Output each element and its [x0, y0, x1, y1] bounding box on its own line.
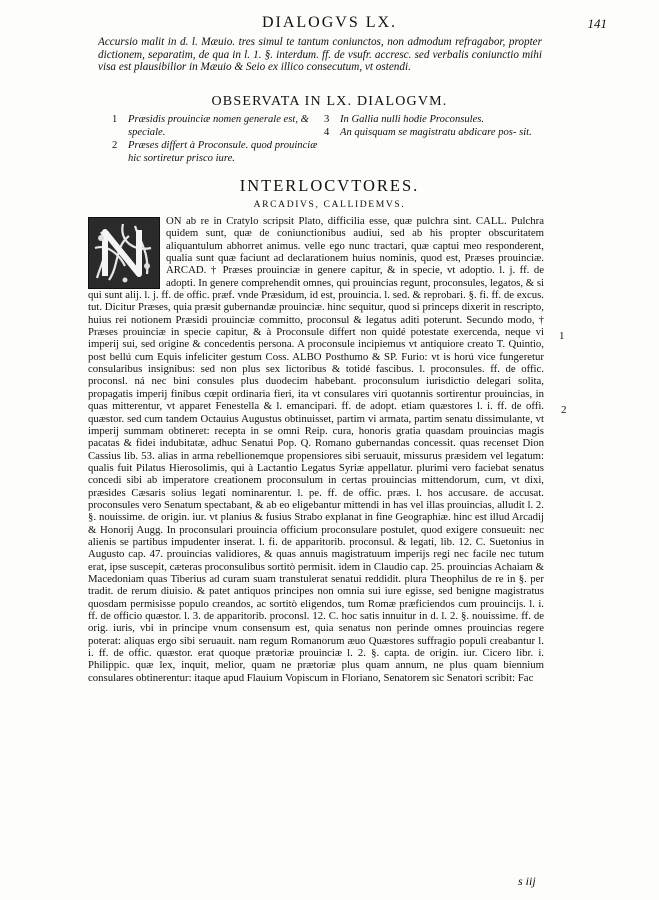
observata-heading: OBSERVATA IN LX. DIALOGVM. [211, 94, 448, 109]
observata-text: An quisquam se magistratu abdicare pos- sit. [340, 127, 532, 138]
page-number: 141 [587, 16, 607, 31]
observata-number: 2 [112, 140, 118, 151]
margin-note-2: 2 [561, 404, 567, 416]
observata-number: 1 [112, 114, 118, 125]
observata-text: Præsidis prouinciæ nomen generale est, & speciale. [128, 114, 309, 138]
observata-list-right [324, 113, 534, 139]
observata-item [324, 113, 534, 126]
running-title: DIALOGVS LX. [261, 14, 398, 31]
signature-mark: s iij [518, 874, 536, 888]
observata-list-left [112, 113, 332, 165]
interlocutores-heading: INTERLOCVTORES. [239, 176, 420, 195]
intro-paragraph: Accursio malit in d. l. Mæuio. tres simul te tantum coniunctos, non admodum refragabor, propter dictionem, separatim, de qua in l. 1. §. interdum. ff. de vsufr. accresc. sed verbalis coniunctio mihi visa est plausibilior in Mæuio & Seio ex illico consecutum, vt ostendi. [98, 36, 542, 74]
page-header [0, 14, 659, 36]
observata-number: 3 [324, 114, 330, 125]
observata-text: In Gallia nulli hodie Proconsules. [340, 114, 485, 125]
observata-item [324, 126, 534, 139]
observata-number: 4 [324, 127, 330, 138]
decorated-initial-n [88, 217, 160, 289]
observata-item [112, 139, 332, 165]
dialogue-text: ON ab re in Cratylo scripsit Plato, difficilia esse, quæ pulchra sint. CALL. Pulchra quidem sunt, quæ de coniunctionibus audiui, sed ab his propter obscuritatem aliquantulum abhorret animus. velle ego nunc tractari, quæ captui meo responderent, qualia sunt quæ faciunt ad declarationem huius nominis, quod est, Præses prouinciæ. ARCAD. † Præses prouinciæ in genere capitur, & in specie, vt adoptio. l. j. ff. de adopti. In genere comprehendit omnes, qui prouincias regunt, proconsules, legatos, & si qui sunt alij. l. j. ff. de offic. præf. vnde Præsidum, id est, prouincia. l. sed. & reprobari. §. fi. ff. de excus. tut. Dicitur Præses, quia præsit gubernandæ prouinciæ. hinc sequitur, quod si princeps dixerit in rescripto, huius rei notionem Præsidi prouinciæ committo, proconsul & legatus aditi poterunt. Secundo modo, † Præses prouinciæ in specie capitur, & à Proconsule differt non quidé potestate exercenda, neque vi imperij sui, sed origine & concedentis persona. A proconsule incipiemus vt antiquiore creato T. Quintio, post bellú cum Equis infeliciter gestum Coss. ALBO Posthumo & SP. Furio: vt is horú vice fungeretur consularibus insignibus: sed non plus sex lictoribus & totidé fascibus. l. proconsules. ff. de offic. proconsl. ná nec bini consules plus duodecim habebant. proconsulum iurisdictio delegari solita, propagatis imperij finibus cœpit ordinaria fieri, ita vt consulares viri quotannis sortirentur prouincias, in quas mitterentur, vt apparet Fenestella & l. emancipari. ff. de adopt. etiam quæstores l. i. ff. de offi. quæstor. sed cum tandem Octauius Augustus obtinuisset, partim vi armata, partim senatu dissimulante, vt imperij summam obtineret: recepta in se omni Reip. cura, honoris gratia quasdam prouincias magis pacatas & fidei indubitatæ, adhuc Senatui Pop. Q. Romano gubernandas concessit. quas recenset Dion Cassius lib. 53. alias in arma rebellionemque propensiores sibi seruauit, missurus præsidem vel legatum: qualis fuit Pilatus Hierosolimis, qui à Lactantio Legatus Syriæ appellatur. plurimi vero faciebat senatus concedi sibi ab imperatore creationem proconsulum in certas prouincias mittendorum, cum, vt dixi, præsides Cæsaris solius legati nominarentur. l. pe. ff. de offic. præs. l. hos accusare. de accusat. proconsules vero Senatum spectabant, & ab eo eligebantur mittendi in has vel illas prouincias, alludit l. 2. §. nouissime. de origin. iur. vt planius & fusius Strabo explanat in fine Geographiæ. hinc est illud Arcadij & Honorij Augg. In proconsulari prouincia officium proconsulare postulet, quod exigere consueuit: nec alienis se partibus impudenter inserat. l. fi. de apparitorib. proconsul. & legati, lib. 12. C. Suetonius in Augusto cap. 47. prouincias validiores, & quas annuis magistratuum imperijs regi nec facile nec tutum erat, ipse suscepit, cæteras proconsulibus sortitò permisit. idem in Claudio cap. 25. prouincias Achaiam & Macedoniam quas Tiberius ad curam suam transtulerat senatui reddidit. plura Theophilus de re in §. per tradit. de rerum diuisio. & patet antiquos principes non omnia sui iure egisse, sed benigne magistratus quosdam permisisse populo creandos, ac sortitò eligendos, tum Romæ præficiendos cum prouincijs. l. i. ff. de officio quæstor. l. 3. de apparitorib. proconsl. 12. C. hoc satis innuitur in d. l. 2. §. nouissime. ff. de orig. iuris, vbi in principe vnum consensum est, quia senatus non perinde omnes prouincias regere poterat: aliquas ergo sibi seruauit. nam regum Romanorum æuo Quæstores suffragio populi creabantur l. i. ff. de offic. quæstor. erat quoque prætoriæ prouinciæ l. 2. §. capta. de origin. iur. Cicero libr. i. Philippic. quæ lex, inquit, melior, quam ne prætoriæ plus quam annum, ne plus quam biennium consulares obtinerentur: itaque apud Flauium Vopiscum in Floriano, Senatorem sic Senatori scribit: Fac [88, 215, 544, 684]
margin-note-1: 1 [559, 330, 565, 342]
speakers-line: ARCADIVS, CALLIDEMVS. [253, 199, 406, 210]
observata-item [112, 113, 332, 139]
observata-text: Præses differt à Proconsule. quod prouinciæ hic sortiretur prisco iure. [128, 140, 318, 164]
initial-ornament-icon [89, 218, 159, 288]
